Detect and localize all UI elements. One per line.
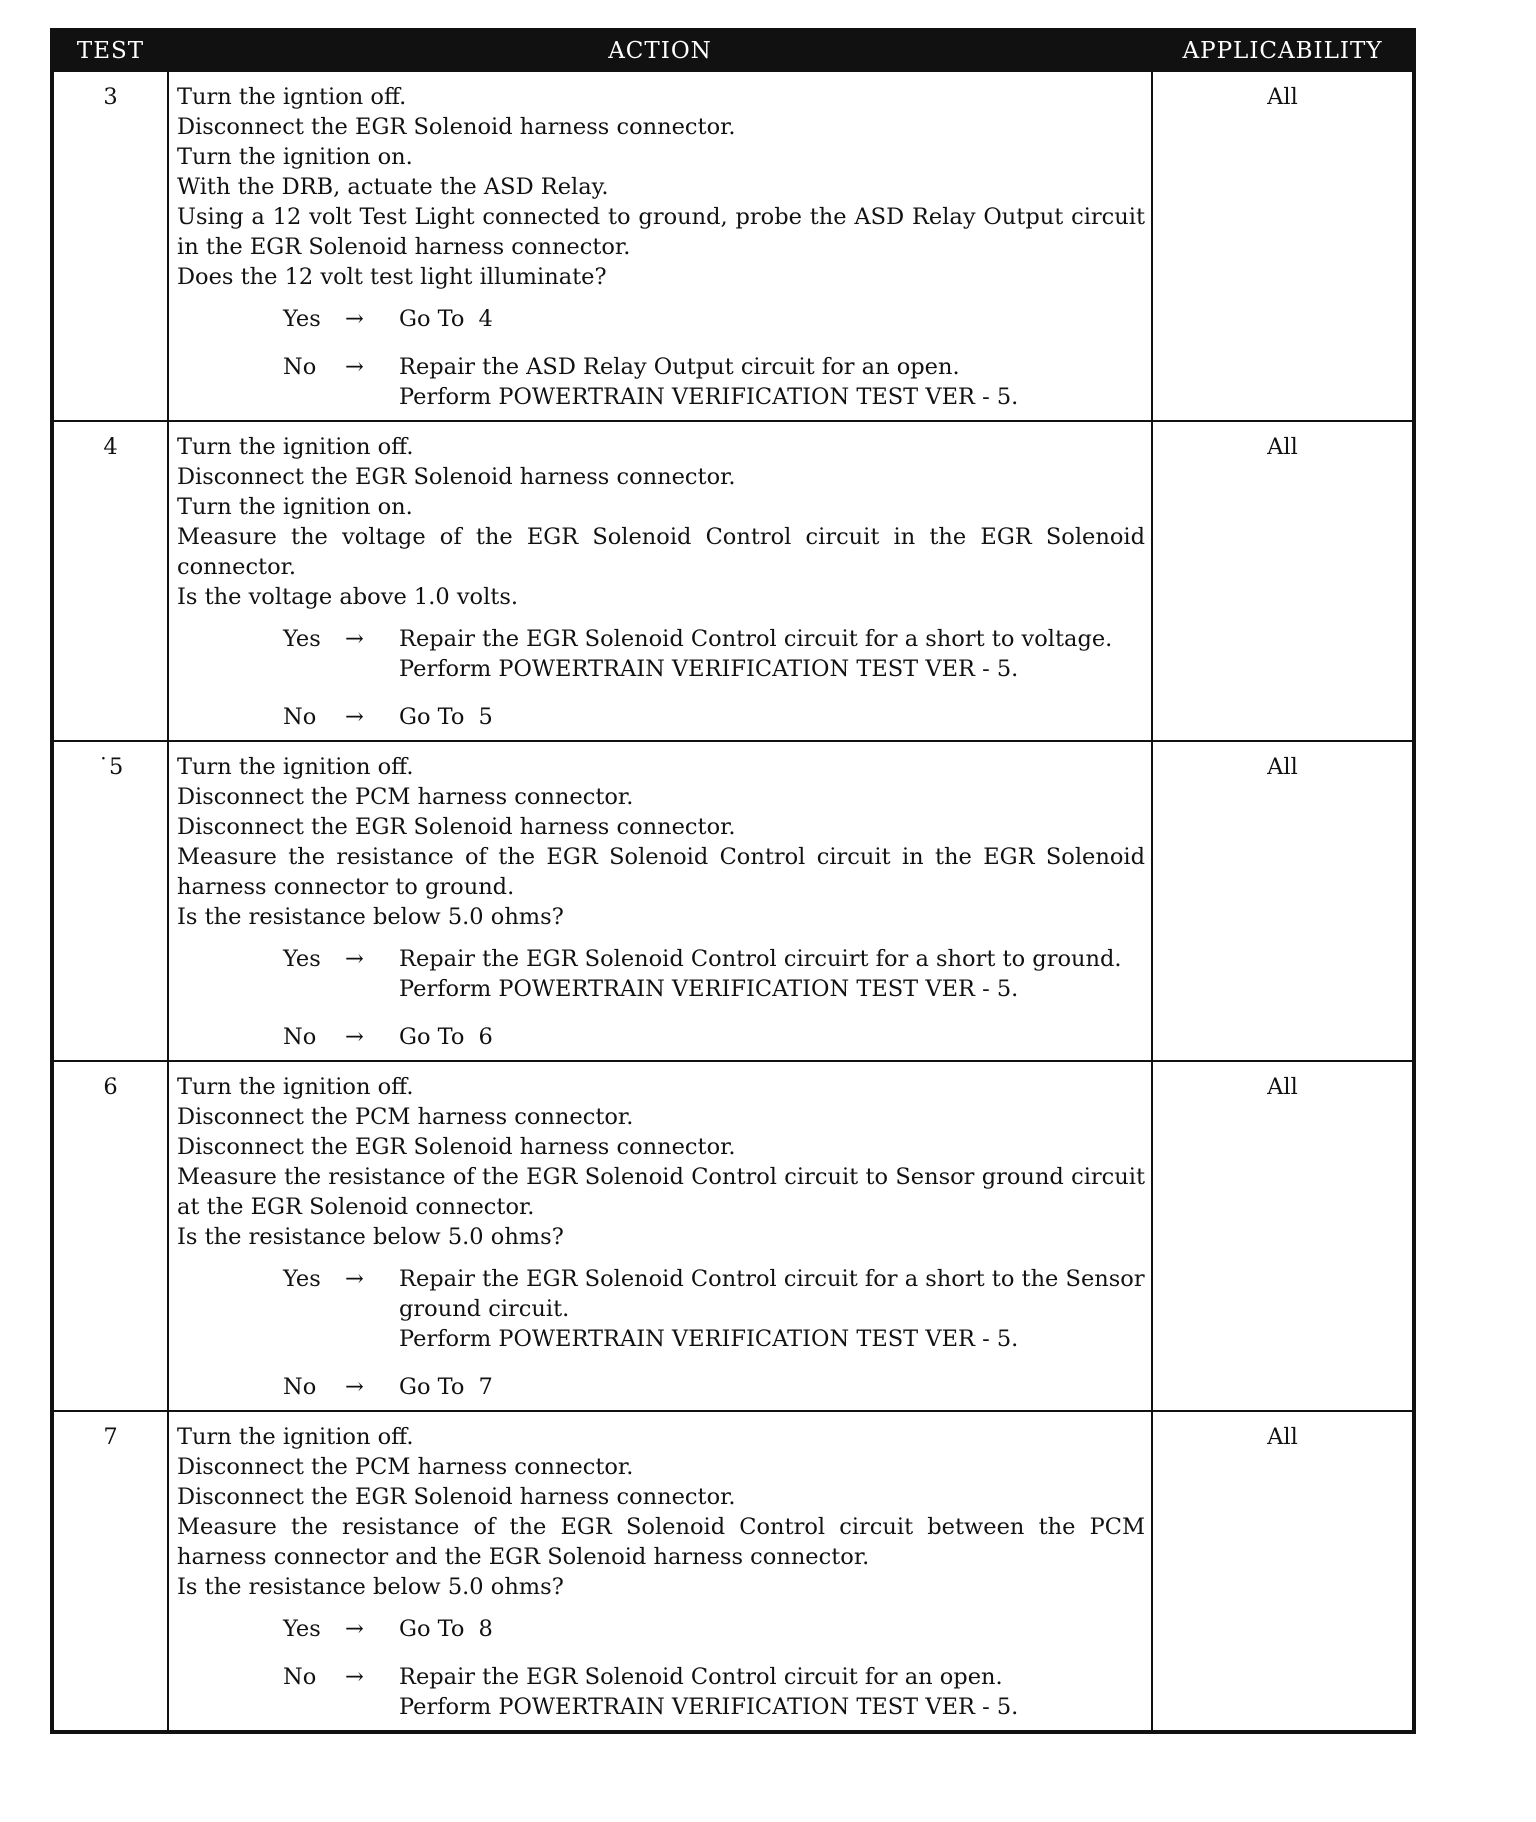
no-outcome: [177, 1022, 1145, 1052]
step-line: Is the resistance below 5.0 ohms?: [177, 904, 564, 930]
test-number: 6: [52, 1061, 168, 1411]
no-outcome: [177, 1662, 1145, 1722]
no-label: No: [283, 1664, 317, 1690]
step-line: Turn the ignition off.: [177, 1074, 414, 1100]
yes-label: Yes: [283, 626, 321, 652]
table-row: [52, 71, 1414, 421]
step-line: Turn the ignition off.: [177, 1424, 414, 1450]
test-number: 3: [52, 71, 168, 421]
diagnostic-test-table: [50, 28, 1416, 1734]
test-number: ˙5: [52, 741, 168, 1061]
applicability-value: All: [1152, 71, 1414, 421]
yes-result: [399, 1614, 1145, 1644]
result-line: Repair the ASD Relay Output circuit for an open.: [399, 354, 960, 380]
table-body: [52, 71, 1414, 1732]
test-number: 4: [52, 421, 168, 741]
yes-label: Yes: [283, 946, 321, 972]
step-line: Disconnect the PCM harness connector.: [177, 1104, 634, 1130]
step-line: Using a 12 volt Test Light connected to ground, probe the ASD Relay Output circuit in the EGR Solenoid harness connector.: [177, 204, 1145, 260]
step-line: Disconnect the EGR Solenoid harness connector.: [177, 114, 736, 140]
outcomes: [177, 944, 1145, 1052]
table-row: [52, 741, 1414, 1061]
yes-outcome: [177, 624, 1145, 684]
arrow-icon: →: [345, 946, 364, 972]
step-line: Disconnect the EGR Solenoid harness connector.: [177, 464, 736, 490]
goto-number: 4: [478, 306, 493, 332]
applicability-value: All: [1152, 1411, 1414, 1732]
yes-label: Yes: [283, 1266, 321, 1292]
table-header-row: [52, 30, 1414, 71]
result-line: Perform POWERTRAIN VERIFICATION TEST VER - 5.: [399, 384, 1019, 410]
goto-label: Go To: [399, 1024, 465, 1050]
goto-number: 5: [478, 704, 493, 730]
no-outcome: [177, 702, 1145, 732]
no-label: No: [283, 1024, 317, 1050]
applicability-value: All: [1152, 421, 1414, 741]
step-line: Does the 12 volt test light illuminate?: [177, 264, 607, 290]
no-result: [399, 1662, 1145, 1722]
arrow-icon: →: [345, 354, 364, 380]
result-line: Repair the EGR Solenoid Control circuit for a short to voltage.: [399, 626, 1113, 652]
yes-label: Yes: [283, 1616, 321, 1642]
step-line: Measure the voltage of the EGR Solenoid Control circuit in the EGR Solenoid connector.: [177, 524, 1145, 580]
step-line: Disconnect the EGR Solenoid harness connector.: [177, 1484, 736, 1510]
yes-result: [399, 1264, 1145, 1354]
step-line: Measure the resistance of the EGR Solenoid Control circuit to Sensor ground circuit at the EGR Solenoid connector.: [177, 1164, 1145, 1220]
outcomes: [177, 624, 1145, 732]
yes-outcome: [177, 304, 1145, 334]
step-line: With the DRB, actuate the ASD Relay.: [177, 174, 609, 200]
goto-label: Go To: [399, 1616, 465, 1642]
action-cell: [168, 1411, 1152, 1732]
result-line: Repair the EGR Solenoid Control circuirt for a short to ground.: [399, 946, 1122, 972]
outcomes: [177, 1614, 1145, 1722]
action-cell: [168, 1061, 1152, 1411]
action-cell: [168, 421, 1152, 741]
table-row: [52, 1411, 1414, 1732]
header-applicability: APPLICABILITY: [1152, 30, 1414, 71]
no-result: [399, 352, 1145, 412]
yes-outcome: [177, 944, 1145, 1004]
no-result: [399, 702, 1145, 732]
goto-number: 8: [478, 1616, 493, 1642]
no-result: [399, 1372, 1145, 1402]
arrow-icon: →: [345, 1374, 364, 1400]
arrow-icon: →: [345, 1024, 364, 1050]
header-action: ACTION: [168, 30, 1152, 71]
yes-outcome: [177, 1614, 1145, 1644]
result-line: Perform POWERTRAIN VERIFICATION TEST VER - 5.: [399, 1326, 1019, 1352]
result-line: Repair the EGR Solenoid Control circuit for an open.: [399, 1664, 1003, 1690]
outcomes: [177, 304, 1145, 412]
no-result: [399, 1022, 1145, 1052]
arrow-icon: →: [345, 1664, 364, 1690]
table-row: [52, 421, 1414, 741]
result-line: Perform POWERTRAIN VERIFICATION TEST VER - 5.: [399, 976, 1019, 1002]
step-line: Turn the igntion off.: [177, 84, 407, 110]
yes-outcome: [177, 1264, 1145, 1354]
goto-label: Go To: [399, 1374, 465, 1400]
goto-label: Go To: [399, 704, 465, 730]
goto-number: 6: [478, 1024, 493, 1050]
step-line: Turn the ignition off.: [177, 754, 414, 780]
yes-label: Yes: [283, 306, 321, 332]
action-cell: [168, 71, 1152, 421]
step-line: Turn the ignition on.: [177, 144, 413, 170]
step-line: Is the resistance below 5.0 ohms?: [177, 1224, 564, 1250]
step-line: Measure the resistance of the EGR Solenoid Control circuit in the EGR Solenoid harness connector to ground.: [177, 844, 1145, 900]
step-line: Turn the ignition off.: [177, 434, 414, 460]
document-page: [50, 28, 1412, 1734]
no-outcome: [177, 1372, 1145, 1402]
step-line: Turn the ignition on.: [177, 494, 413, 520]
goto-number: 7: [478, 1374, 493, 1400]
result-line: Perform POWERTRAIN VERIFICATION TEST VER - 5.: [399, 656, 1019, 682]
arrow-icon: →: [345, 704, 364, 730]
yes-result: [399, 944, 1145, 1004]
step-line: Disconnect the PCM harness connector.: [177, 1454, 634, 1480]
action-cell: [168, 741, 1152, 1061]
result-line: Repair the EGR Solenoid Control circuit for a short to the Sensor ground circuit.: [399, 1266, 1145, 1322]
result-line: Perform POWERTRAIN VERIFICATION TEST VER - 5.: [399, 1694, 1019, 1720]
step-line: Disconnect the EGR Solenoid harness connector.: [177, 1134, 736, 1160]
no-label: No: [283, 704, 317, 730]
outcomes: [177, 1264, 1145, 1402]
step-line: Disconnect the PCM harness connector.: [177, 784, 634, 810]
test-number: 7: [52, 1411, 168, 1732]
no-label: No: [283, 354, 317, 380]
step-line: Measure the resistance of the EGR Solenoid Control circuit between the PCM harness connector and the EGR Solenoid harness connector.: [177, 1514, 1145, 1570]
applicability-value: All: [1152, 1061, 1414, 1411]
step-line: Is the voltage above 1.0 volts.: [177, 584, 519, 610]
arrow-icon: →: [345, 1616, 364, 1642]
applicability-value: All: [1152, 741, 1414, 1061]
no-label: No: [283, 1374, 317, 1400]
table-row: [52, 1061, 1414, 1411]
step-line: Disconnect the EGR Solenoid harness connector.: [177, 814, 736, 840]
step-line: Is the resistance below 5.0 ohms?: [177, 1574, 564, 1600]
header-test: TEST: [52, 30, 168, 71]
goto-label: Go To: [399, 306, 465, 332]
arrow-icon: →: [345, 1266, 364, 1292]
arrow-icon: →: [345, 626, 364, 652]
arrow-icon: →: [345, 306, 364, 332]
yes-result: [399, 304, 1145, 334]
yes-result: [399, 624, 1145, 684]
no-outcome: [177, 352, 1145, 412]
